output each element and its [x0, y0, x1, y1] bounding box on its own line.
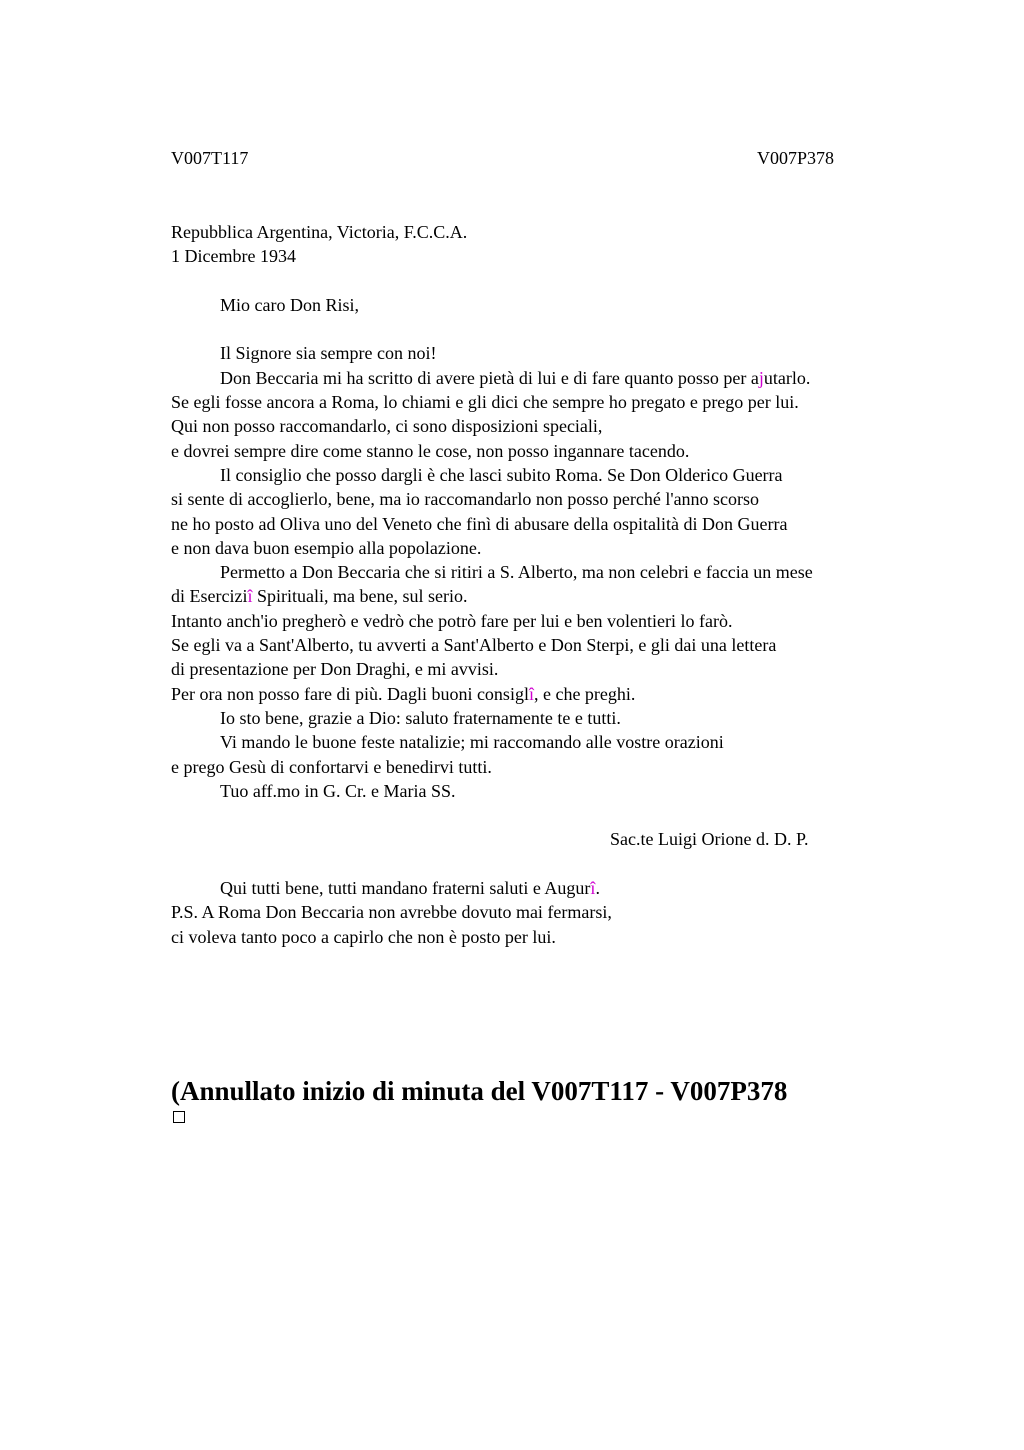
- letter-salutation: Mio caro Don Risi,: [220, 294, 359, 315]
- blank-line: [171, 852, 931, 876]
- letter-place: Repubblica Argentina, Victoria, F.C.C.A.: [171, 222, 468, 242]
- blank-line: [171, 317, 931, 341]
- text-run: Qui tutti bene, tutti mandano fraterni saluti e Augur: [220, 878, 591, 899]
- text-run: , e che preghi.: [533, 683, 636, 704]
- letter-body: [171, 220, 931, 949]
- document-code-left: V007T117: [171, 148, 249, 168]
- empty-box-icon: [173, 1111, 185, 1123]
- letter-line: Io sto bene, grazie a Dio: saluto fraternamente te e tutti.: [220, 707, 621, 728]
- text-run: Don Beccaria mi ha scritto di avere pietà di lui e di fare quanto posso per a: [220, 367, 759, 388]
- text-run: Spirituali, ma bene, sul serio.: [252, 586, 468, 607]
- text-run: di Esercizi: [171, 586, 248, 607]
- letter-line: Vi mando le buone feste natalizie; mi raccomando alle vostre orazioni: [220, 732, 724, 753]
- letter-line: e prego Gesù di confortarvi e benedirvi tutti.: [171, 756, 492, 777]
- correction-mark: î: [590, 878, 596, 899]
- letter-line: di presentazione per Don Draghi, e mi avvisi.: [171, 659, 499, 680]
- letter-line: [171, 584, 931, 608]
- postscript-line: P.S. A Roma Don Beccaria non avrebbe dovuto mai fermarsi,: [171, 902, 612, 923]
- letter-line: [171, 366, 931, 390]
- letter-line: Il Signore sia sempre con noi!: [220, 343, 437, 364]
- letter-line: Se egli va a Sant'Alberto, tu avverti a Sant'Alberto e Don Sterpi, e gli dai una lettera: [171, 635, 777, 656]
- cancelled-draft-heading: (Annullato inizio di minuta del V007T117 - V007P378: [171, 1076, 788, 1106]
- blank-line: [171, 803, 931, 827]
- letter-date: 1 Dicembre 1934: [171, 246, 296, 267]
- letter-line: ne ho posto ad Oliva uno del Veneto che finì di abusare della ospitalità di Don Guerra: [171, 513, 788, 534]
- letter-line: Se egli fosse ancora a Roma, lo chiami e gli dici che sempre ho pregato e prego per lui.: [171, 392, 799, 413]
- correction-mark: î: [247, 586, 253, 607]
- text-run: .: [595, 878, 600, 899]
- letter-line: e non dava buon esempio alla popolazione.: [171, 537, 482, 558]
- blank-line: [171, 269, 931, 293]
- postscript-line: ci voleva tanto poco a capirlo che non è posto per lui.: [171, 926, 556, 947]
- letter-line: Permetto a Don Beccaria che si ritiri a S. Alberto, ma non celebri e faccia un mese: [220, 562, 813, 583]
- letter-line: e dovrei sempre dire come stanno le cose, non posso ingannare tacendo.: [171, 440, 690, 461]
- text-run: utarlo.: [763, 367, 811, 388]
- letter-line: Qui non posso raccomandarlo, ci sono disposizioni speciali,: [171, 416, 603, 437]
- text-run: Per ora non posso fare di più. Dagli buoni consigl: [171, 683, 529, 704]
- document-code-right: V007P378: [757, 148, 835, 168]
- letter-line: Intanto anch'io pregherò e vedrò che potrò fare per lui e ben volentieri lo farò.: [171, 610, 733, 631]
- correction-mark: î: [528, 683, 534, 704]
- postscript-line: [171, 876, 931, 900]
- letter-signature: Sac.te Luigi Orione d. D. P.: [610, 829, 809, 850]
- letter-closing: Tuo aff.mo in G. Cr. e Maria SS.: [220, 780, 456, 801]
- letter-line: [171, 682, 931, 706]
- letter-line: Il consiglio che posso dargli è che lasci subito Roma. Se Don Olderico Guerra: [220, 464, 783, 485]
- correction-mark: j: [758, 367, 764, 388]
- letter-line: si sente di accoglierlo, bene, ma io raccomandarlo non posso perché l'anno scorso: [171, 489, 760, 510]
